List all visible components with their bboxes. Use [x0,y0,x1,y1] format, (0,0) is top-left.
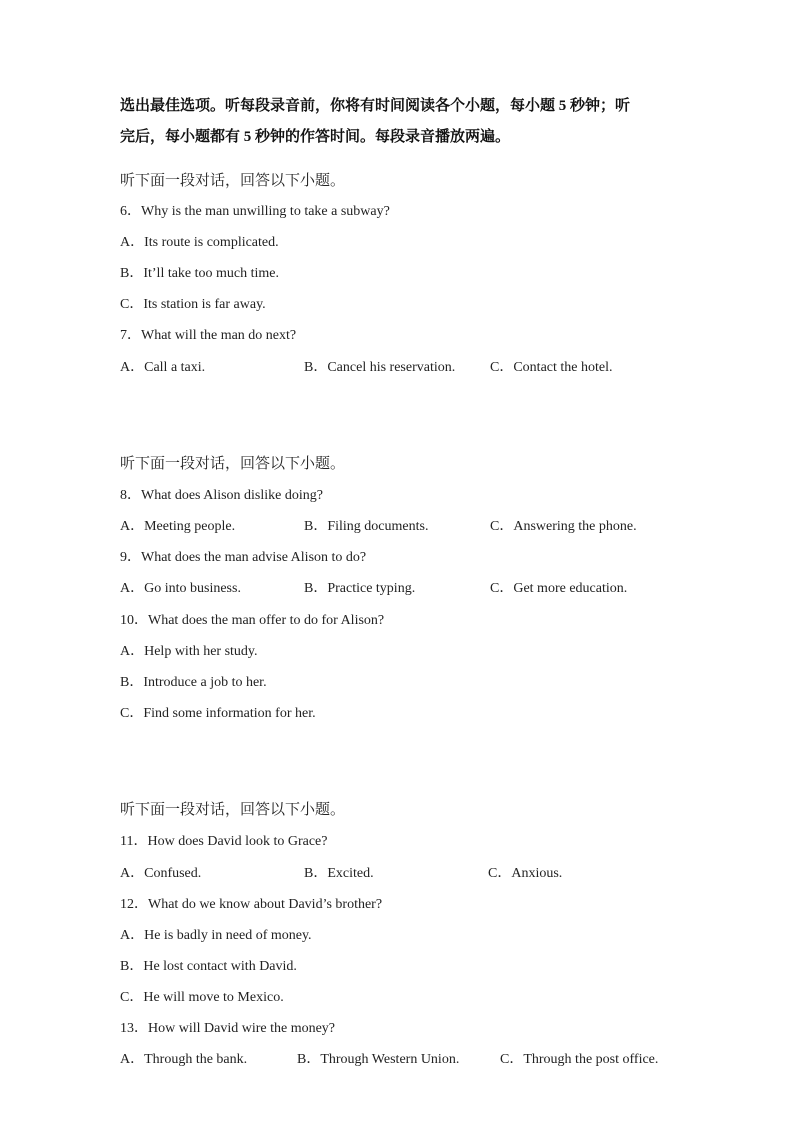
question-13: 13．How will David wire the money? [120,1021,336,1036]
question-7: 7．What will the man do next? [120,328,297,343]
question-10: 10．What does the man offer to do for Alison? [120,613,385,628]
question-11: 11．How does David look to Grace? [120,834,328,849]
question-9: 9．What does the man advise Alison to do? [120,550,367,565]
q10-option-a: A．Help with her study. [120,644,258,659]
q11-option-c: C．Anxious. [488,866,563,881]
q7-option-c: C．Contact the hotel. [490,360,613,375]
q13-option-a: A．Through the bank. [120,1052,248,1067]
q11-option-a: A．Confused. [120,866,202,881]
q13-option-b: B．Through Western Union. [297,1052,460,1067]
q11-option-b: B．Excited. [304,866,374,881]
q8-option-b: B．Filing documents. [304,519,429,534]
question-6: 6．Why is the man unwilling to take a subway? [120,204,390,219]
instructions-line-1: 选出最佳选项。听每段录音前，你将有时间阅读各个小题，每小题 5 秒钟；听 [120,98,631,114]
q9-option-b: B．Practice typing. [304,581,416,596]
instructions-line-2: 完后，每小题都有 5 秒钟的作答时间。每段录音播放两遍。 [120,129,511,145]
q6-option-a: A．Its route is complicated. [120,235,279,250]
section-heading: 听下面一段对话，回答以下小题。 [120,456,346,472]
section-heading: 听下面一段对话，回答以下小题。 [120,173,346,189]
q12-option-b: B．He lost contact with David. [120,959,297,974]
question-12: 12．What do we know about David’s brother? [120,897,383,912]
q7-option-a: A．Call a taxi. [120,360,206,375]
q6-option-c: C．Its station is far away. [120,297,266,312]
section-heading: 听下面一段对话，回答以下小题。 [120,802,346,818]
q8-option-c: C．Answering the phone. [490,519,637,534]
q8-option-a: A．Meeting people. [120,519,236,534]
q7-option-b: B．Cancel his reservation. [304,360,456,375]
q6-option-b: B．It’ll take too much time. [120,266,280,281]
q10-option-c: C．Find some information for her. [120,706,316,721]
q9-option-c: C．Get more education. [490,581,628,596]
q9-option-a: A．Go into business. [120,581,241,596]
q13-option-c: C．Through the post office. [500,1052,659,1067]
q12-option-a: A．He is badly in need of money. [120,928,312,943]
q12-option-c: C．He will move to Mexico. [120,990,284,1005]
question-8: 8．What does Alison dislike doing? [120,488,323,503]
q10-option-b: B．Introduce a job to her. [120,675,267,690]
